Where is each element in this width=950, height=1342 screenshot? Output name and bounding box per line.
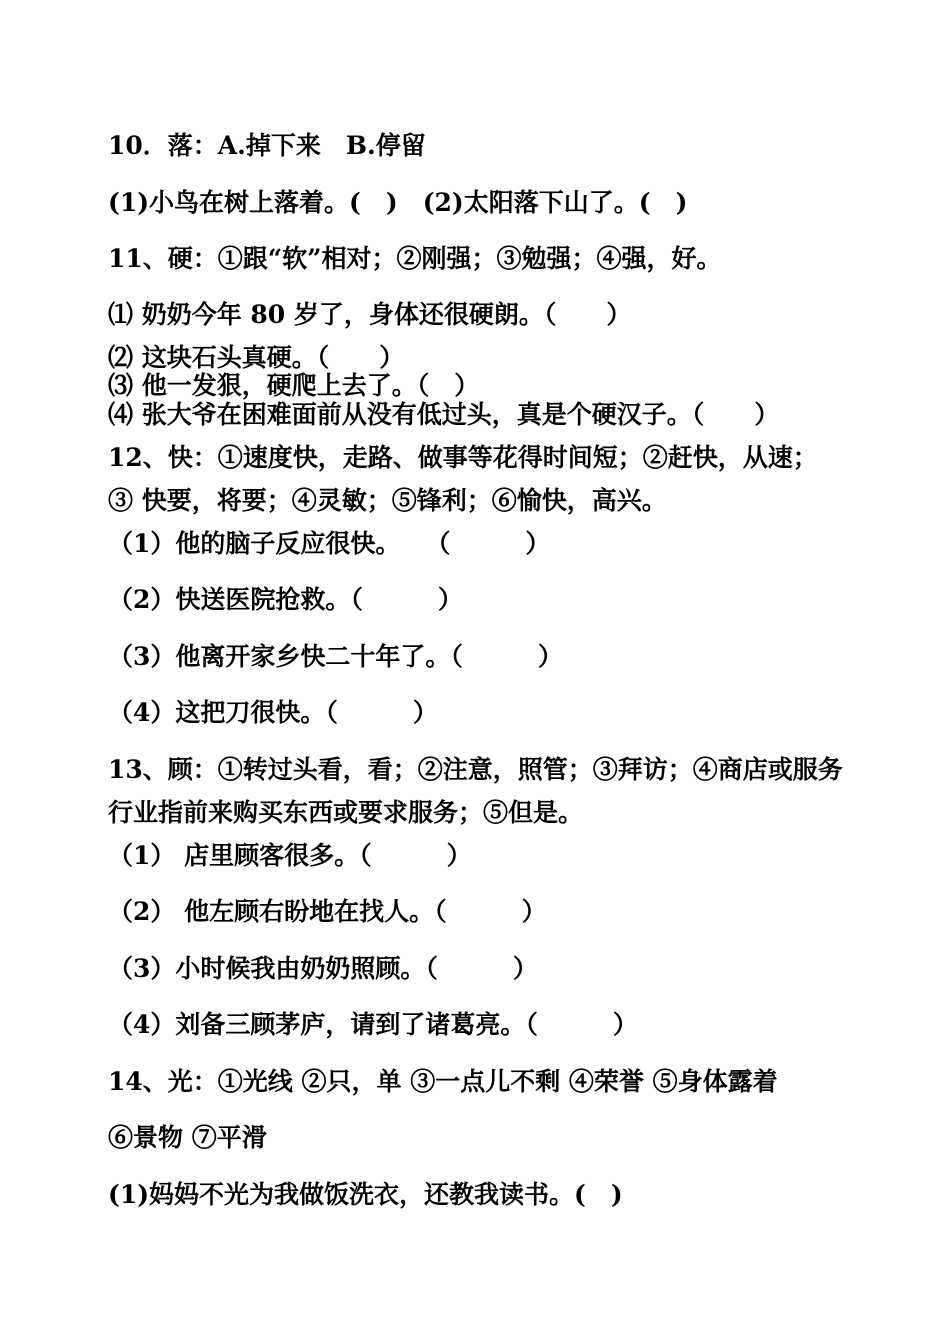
q11-item-3: ⑶ 他一发狠，硬爬上去了。（ ）: [108, 371, 480, 400]
q13-title-line1: 13、顾：①转过头看，看；②注意，照管；③拜访；④商店或服务: [108, 755, 843, 784]
q12-item-3: （3）他离开家乡快二十年了。（ ）: [108, 642, 563, 671]
q13-item-4: （4）刘备三顾茅庐，请到了诸葛亮。（ ）: [108, 1010, 638, 1039]
q14-title-line1: 14、光：①光线 ②只，单 ③一点儿不剩 ④荣誉 ⑤身体露着: [108, 1067, 778, 1096]
q14-item-1: (1)妈妈不光为我做饭洗衣，还教我读书。( ): [108, 1180, 623, 1209]
q12-title-line2: ③ 快要，将要；④灵敏；⑤锋利；⑥愉快，高兴。: [108, 486, 667, 515]
q11-item-4: ⑷ 张大爷在困难面前从没有低过头，真是个硬汉子。（ ）: [108, 400, 780, 429]
q12-item-1: （1）他的脑子反应很快。 （ ）: [108, 529, 551, 558]
q14-title-line2: ⑥景物 ⑦平滑: [108, 1123, 267, 1152]
q13-item-1: （1） 店里顾客很多。（ ）: [108, 841, 472, 870]
q11-item-1: ⑴ 奶奶今年 80 岁了，身体还很硬朗。（ ）: [108, 300, 632, 329]
q10-title: 10．落：A.掉下来 B.停留: [108, 131, 426, 160]
q11-item-2: ⑵ 这块石头真硬。（ ）: [108, 343, 405, 372]
q13-item-2: （2） 他左顾右盼地在找人。（ ）: [108, 897, 547, 926]
q13-item-3: （3）小时候我由奶奶照顾。（ ）: [108, 954, 538, 983]
q12-title-line1: 12、快：①速度快，走路、做事等花得时间短；②赶快，从速；: [108, 443, 818, 472]
q12-item-2: （2）快送医院抢救。（ ）: [108, 585, 463, 614]
q10-items: (1)小鸟在树上落着。( ) (2)太阳落下山了。( ): [108, 188, 688, 217]
q11-title: 11、硬：①跟“软”相对；②刚强；③勉强；④强，好。: [108, 244, 722, 273]
q13-title-line2: 行业指前来购买东西或要求服务；⑤但是。: [108, 798, 584, 827]
q12-item-4: （4）这把刀很快。（ ）: [108, 698, 438, 727]
